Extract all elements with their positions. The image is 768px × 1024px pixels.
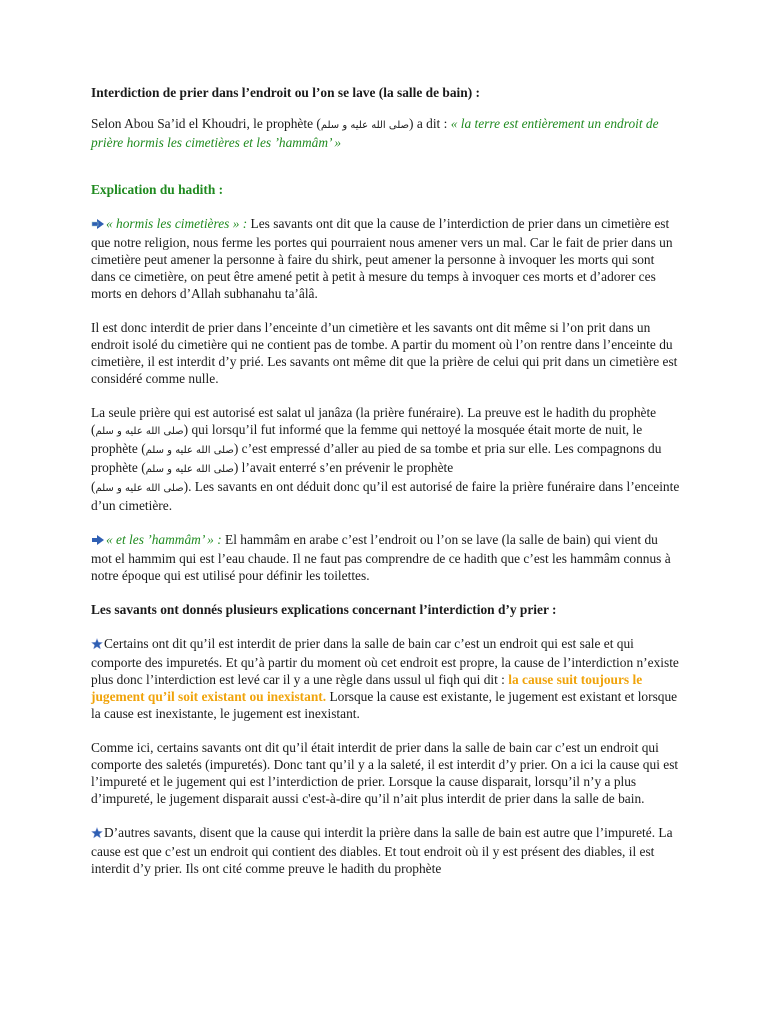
section-cimetieres	[91, 215, 681, 302]
salawat-arabic: صلى الله عليه و سلم	[95, 483, 184, 494]
section-hammam-label: « et les ’hammâm’ » :	[106, 532, 222, 547]
salawat-arabic: صلى الله عليه و سلم	[145, 464, 234, 475]
hadith-quote: « la terre est entièrement un endroit de prière hormis les cimetières et les ’hammâm’ »	[91, 116, 659, 150]
salawat-arabic: صلى الله عليه و سلم	[145, 445, 234, 456]
janaza-text-c: ) c’est empressé d’aller au pied de sa tombe et pria sur elle. Les compagnons du prophète (	[91, 441, 662, 475]
janaza-text-b: ) qui lorsqu’il fut informé que la femme qui nettoyé la mosquée était morte de nuit, le prophète (	[91, 422, 643, 456]
janaza-text-d: ) l’avait enterré s’en prévenir le prophète	[233, 460, 454, 475]
section-cimetieres-text: Les savants ont dit que la cause de l’interdiction de prier dans un cimetière est que notre religion, nous ferme les portes qui pourraient nous amener vers un mal. Car le fait de prier dans un cimetière peut amener la personne à faire du shirk, peut amener la personne à invoquer les morts qui sont dans ce cimetière, on peut être amené petit à petit à mesure du temps à invoquer ces morts et d’adorer ces morts en dehors d’Allah subhanahu ta’âlâ.	[91, 216, 673, 301]
bullet-diables-text: D’autres savants, disent que la cause qui interdit la prière dans la salle de bain est autre que l’impureté. La cause est que c’est un endroit qui contient des diables. Et tout endroit où il y est présent des diables, il est interdit d’y prier. Ils ont cité comme preuve le hadith du prophète	[91, 825, 673, 876]
star-icon	[91, 826, 103, 843]
salawat-arabic: صلى الله عليه و سلم	[95, 426, 184, 437]
section-hammam-text: El hammâm en arabe c’est l’endroit ou l’on se lave (la salle de bain) qui vient du mot el hammim qui est l’eau chaude. Il ne faut pas comprendre de ce hadith que c’est les hammâm connus à notre époque qui est utilisé pour définir les toilettes.	[91, 532, 671, 583]
explication-heading: Explication du hadith :	[91, 182, 224, 197]
paragraph-janaza	[91, 404, 681, 514]
section-cimetieres-label: « hormis les cimetières » :	[106, 216, 248, 231]
hadith-prefix: Selon Abou Sa’id el Khoudri, le prophète (	[91, 116, 321, 131]
document-body	[91, 84, 681, 877]
page-title: Interdiction de prier dans l’endroit ou l’on se lave (la salle de bain) :	[91, 85, 480, 100]
bullet-impurete-after: Lorsque la cause est existante, le jugement est existant et lorsque la cause est inexistante, le jugement est inexistant.	[91, 689, 678, 721]
section-hammam	[91, 531, 681, 584]
paragraph-comme-ici: Comme ici, certains savants ont dit qu’il était interdit de prier dans la salle de bain car c’est un endroit qui comporte des saletés (impuretés). Donc tant qu’il y a la saleté, il est interdit d’y prier. On a ici la cause qui est l’impureté et le jugement qui est l’interdiction de prier. Lorsque la cause disparait, lorsqu’il n’y a plus d’impureté, le jugement disparait aussi c'est-à-dire qu’il n’ait plus interdit de prier dans la salle de bain.	[91, 740, 679, 806]
janaza-text-a: La seule prière qui est autorisé est salat ul janâza (la prière funéraire). La preuve est le hadith du prophète (	[91, 405, 657, 437]
bullet-impurete-text: Certains ont dit qu’il est interdit de prier dans la salle de bain car c’est un endroit qui est sale et qui comporte des impuretés. Et qu’à partir du moment où cet endroit est propre, la cause de l’interdiction n’existe plus donc l’interdiction est levé car il y a une règle dans ussul ul fiqh qui dit :	[91, 636, 679, 687]
janaza-text-f: ). Les savants en ont déduit donc qu’il est autorisé de faire la prière funéraire dans l’enceinte d’un cimetière.	[91, 479, 680, 513]
explanations-heading: Les savants ont donnés plusieurs explications concernant l’interdiction d’y prier :	[91, 602, 557, 617]
star-icon	[91, 637, 103, 654]
janaza-text-e: (	[91, 479, 96, 494]
hadith-paragraph	[91, 115, 681, 151]
bullet-diables	[91, 824, 681, 877]
fiqh-rule: la cause suit toujours le jugement qu’il soit existant ou inexistant.	[91, 672, 643, 704]
paragraph-enceinte: Il est donc interdit de prier dans l’enceinte d’un cimetière et les savants ont dit même si l’on prit dans un endroit isolé du cimetière qui ne contient pas de tombe. A partir du moment où l’on rentre dans l’enceinte du cimetière, il est interdit d’y prié. Les savants ont même dit que la prière de celui qui prit dans un cimetière est considéré comme nulle.	[91, 320, 678, 386]
bullet-impurete	[91, 635, 681, 722]
hadith-mid: ) a dit :	[409, 116, 451, 131]
arrow-right-icon	[91, 533, 105, 550]
salawat-arabic: صلى الله عليه و سلم	[320, 120, 410, 131]
arrow-right-icon	[91, 217, 105, 234]
